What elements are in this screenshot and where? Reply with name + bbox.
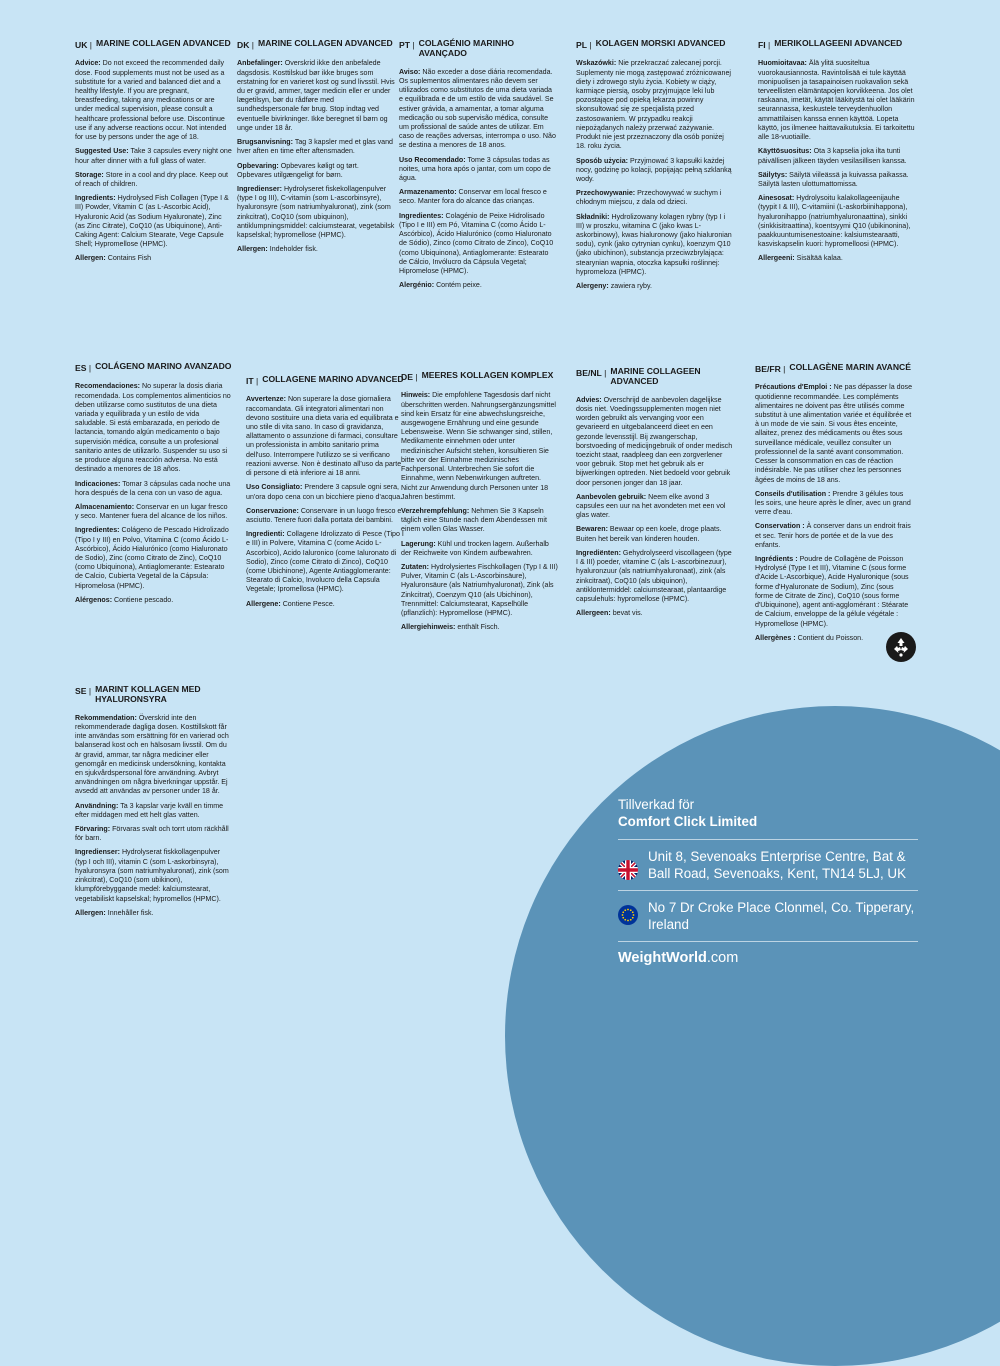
section-be-fr: BE/FR | COLLAGÈNE MARIN AVANCÉ Précautions d'Emploi : Ne pas dépasser la dose quotidienne recommandée. Les compléments alimentaires ne doivent pas être utilisés comme substitut à une alimentation variée et équilibrée et à un mode de vie sain. Si vous êtes enceinte, allaitez, prenez des médicaments ou êtes sous surveillance médicale, veuillez consulter un professionnel de la santé avant consommation. Cesser la consommation en cas de réaction indésirable. Ne pas utiliser chez les personnes âgées de moins de 18 ans. Conseils d'utilisation : Prendre 3 gélules tous les soirs, une heure après le dîner, avec un grand verre d'eau. Conservation : À conserver dans un endroit frais et sec. Tenir hors de portée et de la vue des enfants. Ingrédients : Poudre de Collagène de Poisson Hydrolysé (Type I et III), Vitamine C (sous forme d'Acide L-Ascorbique), Acide Hyaluronique (sous forme d'Hyaluronate de Sodium), Zinc (sous forme de Citrate de Zinc), CoQ10 (sous forme d'Ubiquinone), agent anti-agglomérant : Stéarate de Calcium, enveloppe de la gélule végétale : Hypromellose (HPMC). Allergènes : Contient du Poisson. [755,362,913,648]
lang-code: FI | [758,38,770,50]
section-title: MARINE COLLAGEN ADVANCED [96,38,231,48]
lang-code: PL | [576,38,592,50]
section-title: MERIKOLLAGEENI ADVANCED [774,38,903,48]
divider [618,941,918,942]
brand-suffix: .com [706,950,739,967]
uk-address-text: Unit 8, Sevenoaks Enterprise Centre, Bat & Ball Road, Sevenoaks, Kent, TN14 5LJ, UK [648,848,907,881]
eu-address [618,899,918,933]
section-title: MEERES KOLLAGEN KOMPLEX [421,370,554,380]
lang-code: IT | [246,374,258,386]
divider [618,839,918,840]
section-de: DE | MEERES KOLLAGEN KOMPLEX Hinweis: Die empfohlene Tagesdosis darf nicht überschritten werden. Nahrungsergänzungsmittel sind kein Ersatz für eine abwechslungsreiche, ausgewogene Ernährung und eine gesunde Lebensweise. Wenn Sie schwanger sind, stillen, Medikamente einnehmen oder unter medizinischer Aufsicht stehen, konsultieren Sie bitte vor der Einnahme medizinisches Fachpersonal. Unterbrechen Sie sofort die Einnahme, wenn Nebenwirkungen auftreten. Nicht zur Anwendung durch Personen unter 18 Jahren bestimmt. Verzehrempfehlung: Nehmen Sie 3 Kapseln täglich eine Stunde nach dem Abendessen mit einem vollen Glas Wasser. Lagerung: Kühl und trocken lagern. Außerhalb der Reichweite von Kindern aufbewahren. Zutaten: Hydrolysiertes Fischkollagen (Typ I & III) Pulver, Vitamin C (als L-Ascorbinsäure), Hyaluronsäure (als Natriumhyaluronat), Zink (als Zinkcitrat), Coenzym Q10 (als Ubichinon), Trennmittel: Calciumstearat, Kapselhülle (pflanzlich): Hypromellose (HPMC). Allergiehinweis: enthält Fisch. [401,370,559,638]
lang-code: BE/FR | [755,362,785,374]
section-title: COLLAGENE MARINO ADVANCED [262,374,404,384]
lang-code: ES | [75,361,91,373]
section-uk: UK | MARINE COLLAGEN ADVANCED Advice: Do not exceed the recommended daily dose. Food supplements must not be used as a substitute for a varied and balanced diet and a healthy lifestyle. If you are pregnant, breastfeeding, taking any medications or are under medical supervision, please consult a healthcare professional before use. Discontinue use if any adverse reactions occur. Not intended for use by persons under the age of 18. Suggested Use: Take 3 capsules every night one hour after dinner with a full glass of water. Storage: Store in a cool and dry place. Keep out of reach of children. Ingredients: Hydrolysed Fish Collagen (Type I & III) Powder, Vitamin C (as L-Ascorbic Acid), Hyaluronic Acid (as Sodium Hyaluronate), Zinc (as Zinc Citrate), CoQ10 (as Ubiquinone), Anti-Caking Agent: Calcium Stearate, Vege Capsule Shell; Hypromellose (HPMC). Allergen: Contains Fish [75,38,233,269]
section-be-nl: BE/NL | MARINE COLLAGEEN ADVANCED Advies: Overschrijd de aanbevolen dagelijkse dosis niet. Voedingssupplementen mogen niet worden gebruikt als vervanging voor een gevarieerd en uitgebalanceerd dieet en een gezonde levensstijl. Bij zwangerschap, borstvoeding of medicijngebruik of onder medisch toezicht staat, raadpleeg dan een zorgverlener voor gebruik. Stop met het gebruik als er bijwerkingen optreden. Niet bedoeld voor gebruik door personen jonger dan 18 jaar. Aanbevolen gebruik: Neem elke avond 3 capsules een uur na het avondeten met een vol glas water. Bewaren: Bewaar op een koele, droge plaats. Buiten het bereik van kinderen houden. Ingrediënten: Gehydrolyseerd viscollageen (type I & III) poeder, vitamine C (als L-ascorbinezuur), hyaluronzuur (als natriumhyaluronaat), zink (als zinkcitraat), CoQ10 (als ubiquinon), antiklontermiddel: calciumstearaat, plantaardige capsulehuls: hypromellose (HPMC). Allergeen: bevat vis. [576,366,734,623]
lang-code: PT | [399,38,415,50]
eu-address-text: No 7 Dr Croke Place Clonmel, Co. Tipperary, Ireland [648,900,915,933]
lang-code: UK | [75,38,92,50]
recycle-bin-icon [886,632,916,662]
uk-flag-icon [618,860,638,880]
section-es: ES | COLÁGENO MARINO AVANZADO Recomendaciones: No superar la dosis diaria recomendada. Los complementos alimenticios no deben utilizarse como sustitutos de una dieta variada y equilibrada y un estilo de vida saludable. Si está embarazada, en periodo de lactancia, tomando algún medicamento o bajo supervisión médica, consulte a un profesional sanitario antes de utilizarlo. Suspender su uso si se produce alguna reacción adversa. No está destinado a menores de 18 años. Indicaciones: Tomar 3 cápsulas cada noche una hora después de la cena con un vaso de agua. Almacenamiento: Conservar en un lugar fresco y seco. Mantener fuera del alcance de los niños. Ingredientes: Colágeno de Pescado Hidrolizado (Tipo I y III) en Polvo, Vitamina C (como Ácido L-Ascórbico), Ácido Hialurónico (como Hialuronato de Sodio), Zinc (como Citrato de Zinc), CoQ10 (como Ubiquinona), Antiaglomerante: Estearato de Calcio, Cubierta Vegetal de la Cápsula: Hipromelosa (HPMC). Alérgenos: Contiene pescado. [75,361,233,610]
lang-code: BE/NL | [576,366,606,378]
manufacturer-info [618,796,918,966]
made-for-label: Tillverkad för [618,797,695,812]
lang-code: SE | [75,684,91,696]
section-title: KOLAGEN MORSKI ADVANCED [595,38,726,48]
website-link[interactable] [618,950,918,966]
lang-code: DE | [401,370,418,382]
section-dk: DK | MARINE COLLAGEN ADVANCED Anbefalinger: Overskrid ikke den anbefalede dagsdosis. Kosttilskud bør ikke bruges som erstatning for en varieret kost og sund livsstil. Hvis du er gravid, ammer, tager medicin eller er under lægetilsyn, bør du rådføre med sundhedspersonale før brug. Stop indtag ved eventuelle bivirkninger. Ikke beregnet til børn og unge under 18 år. Brugsanvisning: Tag 3 kapsler med et glas vand hver aften en time efter aftensmaden. Opbevaring: Opbevares køligt og tørt. Opbevares utilgængeligt for børn. Ingredienser: Hydrolyseret fiskekollagenpulver (type I og III), C-vitamin (som L-ascorbinsyre), hyaluronsyre (som natriumhyaluronat), zink (som zinkcitrat), CoQ10 (som ubiquinon), antiklumpningsmiddel: calciumstearat, vegetabilsk kapselskal; hypromellose (HPMC). Allergen: Indeholder fisk. [237,38,395,259]
section-fi: FI | MERIKOLLAGEENI ADVANCED Huomioitavaa: Älä ylitä suositeltua vuorokausiannosta. Ravintolisää ei tule käyttää monipuolisen ja tasapainoisen ruokavalion sekä terveellisten elämäntapojen korvikkeena. Jos olet raskaana, imetät, käytät lääkitystä tai olet lääkärin seurannassa, keskustele terveydenhuollon ammattilaisen kanssa ennen käyttöä. Lopeta käyttö, jos ilmenee haittavaikutuksia. Ei tarkoitettu alle 18-vuotiaille. Käyttösuositus: Ota 3 kapselia joka ilta tunti päivällisen jälkeen täyden vesilasillisen kanssa. Säilytys: Säilytä viileässä ja kuivassa paikassa. Säilytä lasten ulottumattomissa. Ainesosat: Hydrolysoitu kalakollageenijauhe (tyypit I & III), C-vitamiini (L-askorbiinihappona), hyaluronihappo (natriumhyaluronaattina), sinkki (sinkkisitraattina), koentsyymi Q10 (ubikinonina), paakkuuntumisenestoaine: kalsiumstearaatti, kasviskapselin kuori: hypromelloosi (HPMC). Allergeeni: Sisältää kalaa. [758,38,916,269]
section-title: COLAGÉNIO MARINHO AVANÇADO [418,38,515,59]
section-title: MARINE COLLAGEEN ADVANCED [610,366,701,387]
section-title: COLLAGÈNE MARIN AVANCÉ [789,362,911,372]
brand-name: WeightWorld [618,950,707,967]
eu-flag-icon [618,905,638,925]
section-pl: PL | KOLAGEN MORSKI ADVANCED Wskazówki: Nie przekraczać zalecanej porcji. Suplementy nie mogą zastępować zróżnicowanej diety i zdrowego stylu życia. Kobiety w ciąży, karmiące piersią, osoby przyjmujące leki lub pozostające pod opieką lekarza powinny skonsultować się ze specjalistą przed zastosowaniem. W przypadku reakcji niepożądanych należy przerwać zażywanie. Produkt nie jest przeznaczony dla osób poniżej 18. roku życia. Sposób użycia: Przyjmować 3 kapsułki każdej nocy, godzinę po kolacji, popijając pełną szklanką wody. Przechowywanie: Przechowywać w suchym i chłodnym miejscu, z dala od dzieci. Składniki: Hydrolizowany kolagen rybny (typ I i III) w proszku, witamina C (jako kwas L-askorbinowy), kwas hialuronowy (jako hialuronian sodu), cynk (jako cytrynian cynku), koenzym Q10 (jako ubichinon), substancja przeciwzbrylająca: stearynian wapnia, otoczka kapsułki roślinnej: hypromeloza (HPMC). Alergeny: zawiera ryby. [576,38,734,296]
lang-code: DK | [237,38,254,50]
section-it: IT | COLLAGENE MARINO ADVANCED Avvertenze: Non superare la dose giornaliera raccomandata. Gli integratori alimentari non devono sostituire una dieta varia ed equilibrata e uno stile di vita sano. In caso di gravidanza, allattamento o assunzione di farmaci, consultare un professionista in ambito sanitario prima dell'uso. Interrompere l'utilizzo se si verificano reazioni avverse. Non è destinato all'uso da parte di persone di età inferiore ai 18 anni. Uso Consigliato: Prendere 3 capsule ogni sera, un'ora dopo cena con un bicchiere pieno d'acqua. Conservazione: Conservare in un luogo fresco e asciutto. Tenere fuori dalla portata dei bambini. Ingredienti: Collagene Idrolizzato di Pesce (Tipo I e III) in Polvere, Vitamina C (come Acido L-Ascorbico), Acido Ialuronico (come Ialuronato di Sodio), Zinco (come Citrato di Zinco), CoQ10 (come Ubichinone), Agente Antiagglomerante: Stearato di Calcio, Involucro della Capsula Vegetale; Ipromellosa (HPMC). Allergene: Contiene Pesce. [246,374,404,614]
uk-address [618,848,918,882]
divider [618,890,918,891]
section-title: MARINE COLLAGEN ADVANCED [258,38,393,48]
section-se: SE | MARINT KOLLAGEN MED HYALURONSYRA Rekommendation: Överskrid inte den rekommenderade dagliga dosen. Kosttillskott får inte användas som ersättning för en varierad och balanserad kost och en hälsosam livsstil. Om du är gravid, ammar, tar några mediciner eller genomgår en medicinsk undersökning, kontakta en sjukvårdspersonal före användning. Avbryt användningen om några biverkningar uppstår. Ej avsedd att användas av personer under 18 år. Användning: Ta 3 kapslar varje kväll en timme efter middagen med ett helt glas vatten. Förvaring: Förvaras svalt och torrt utom räckhåll för barn. Ingredienser: Hydrolyserat fiskkollagenpulver (typ I och III), vitamin C (som L-askorbinsyra), hyaluronsyra (som natriumhyaluronat), zink (som zinkcitrat), CoQ10 (som ubikinon), klumpförebyggande medel: kalciumstearat, vegetabiliskt kapselskal; hypromellos (HPMC). Allergen: Innehåller fisk. [75,684,233,923]
section-pt: PT | COLAGÉNIO MARINHO AVANÇADO Aviso: Não exceder a dose diária recomendada. Os suplementos alimentares não devem ser utilizados como substitutos de uma dieta variada e equilibrada e de um estilo de vida saudável. Se estiver grávida, a amamentar, a tomar alguma medicação ou sob supervisão médica, consulte um profissional de saúde antes de utilizar. Em caso de reações adversas, interrompa o uso. Não se destina a menores de 18 anos. Uso Recomendado: Tome 3 cápsulas todas as noites, uma hora após o jantar, com um copo de água. Armazenamento: Conservar em local fresco e seco. Manter fora do alcance das crianças. Ingredientes: Colagénio de Peixe Hidrolisado (Tipo I e III) em Pó, Vitamina C (como Ácido L-Ascórbico), Ácido Hialurónico (como Hialuronato de Sódio), Zinco (como Citrato de Zinco), CoQ10 (como Ubiquinona), Antiaglomerante: Estearato de Cálcio, Invólucro da Cápsula Vegetal; Hipromelose (HPMC). Alergénio: Contém peixe. [399,38,557,295]
section-title: COLÁGENO MARINO AVANZADO [95,361,232,371]
section-title: MARINT KOLLAGEN MED HYALURONSYRA [95,684,201,705]
company-name: Comfort Click Limited [618,814,758,830]
